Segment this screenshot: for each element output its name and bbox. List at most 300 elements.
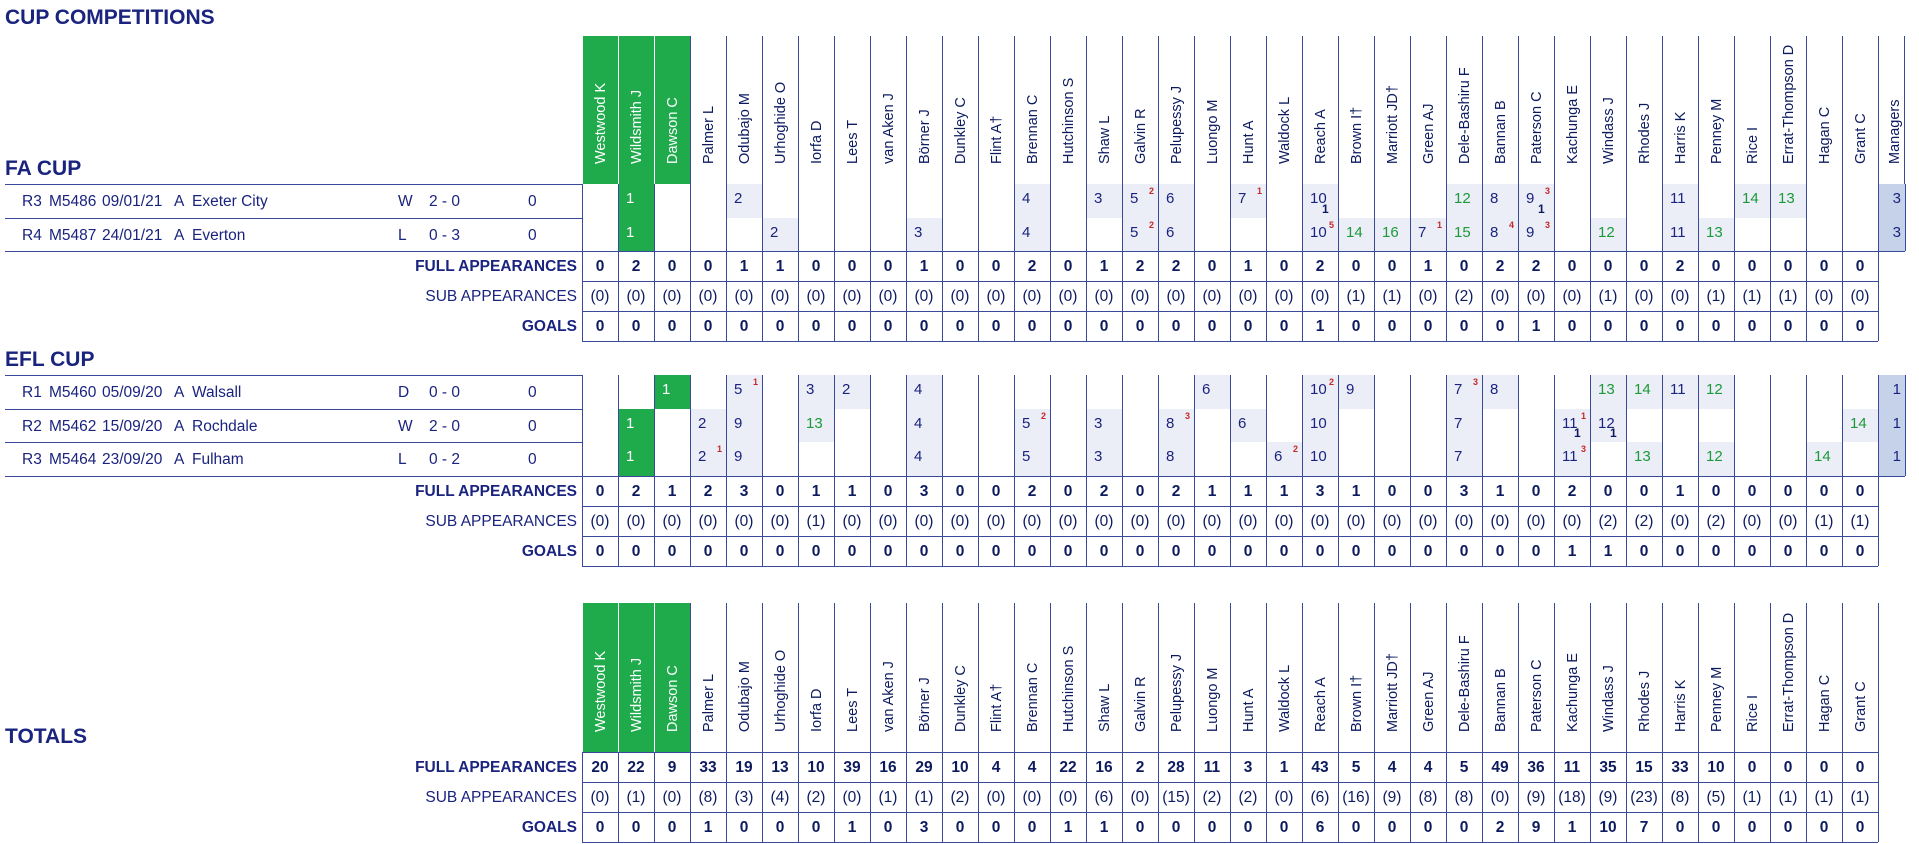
match-cell bbox=[1050, 375, 1086, 409]
grid-line bbox=[942, 409, 943, 443]
shirt-number: 14 bbox=[1814, 448, 1831, 465]
stat-value: 0 bbox=[1099, 542, 1109, 560]
stat-value: 1 bbox=[1351, 482, 1361, 500]
stat-value: 0 bbox=[1171, 318, 1181, 335]
match-cell bbox=[1842, 184, 1878, 218]
grid-line bbox=[942, 251, 943, 341]
match-cell bbox=[762, 442, 798, 476]
match-code: M5462 bbox=[49, 417, 97, 435]
stat-value: 1 bbox=[847, 819, 857, 836]
match-cell bbox=[834, 375, 870, 409]
match-opponent: Exeter City bbox=[192, 193, 268, 210]
stat-value: 1 bbox=[1279, 759, 1289, 776]
match-cell bbox=[1410, 184, 1446, 218]
grid-line bbox=[1518, 409, 1519, 443]
player-name: Green AJ bbox=[1420, 103, 1437, 164]
match-extra: 0 bbox=[528, 451, 537, 468]
stat-value: 0 bbox=[955, 482, 965, 500]
grid-line bbox=[1905, 218, 1906, 252]
grid-line bbox=[1734, 476, 1735, 566]
player-header bbox=[1302, 36, 1338, 184]
match-cell bbox=[1734, 409, 1770, 443]
stat-value: 0 bbox=[1819, 542, 1829, 560]
stat-value: 0 bbox=[1747, 819, 1757, 836]
grid-line bbox=[618, 218, 619, 252]
stat-value: 10 bbox=[807, 759, 825, 776]
match-cell bbox=[1194, 442, 1230, 476]
player-header bbox=[1266, 36, 1302, 184]
stat-value: 1 bbox=[1099, 258, 1109, 275]
grid-line bbox=[834, 442, 835, 476]
stat-value: (0) bbox=[986, 288, 1006, 305]
match-round: R4 bbox=[22, 226, 42, 244]
stat-value: 0 bbox=[667, 542, 677, 560]
stat-value: (0) bbox=[986, 789, 1006, 806]
grid-line bbox=[942, 184, 943, 218]
grid-line bbox=[1590, 184, 1591, 218]
stat-value: 0 bbox=[631, 819, 641, 836]
grid-line bbox=[1770, 752, 1771, 842]
player-name: Flint A† bbox=[988, 115, 1005, 164]
player-header bbox=[1806, 36, 1842, 184]
shirt-number: 3 bbox=[1094, 414, 1103, 432]
stat-value: 0 bbox=[1243, 542, 1253, 560]
grid-line bbox=[834, 375, 835, 409]
stat-value: (2) bbox=[950, 789, 970, 806]
grid-line bbox=[1878, 752, 1879, 842]
match-cell bbox=[1410, 375, 1446, 409]
stat-value: 3 bbox=[1459, 482, 1469, 500]
grid-line bbox=[1806, 752, 1807, 842]
grid-line bbox=[1482, 251, 1483, 341]
player-name: Grant C bbox=[1852, 681, 1869, 732]
match-cell bbox=[1050, 442, 1086, 476]
stat-value: 0 bbox=[1459, 819, 1469, 836]
player-header bbox=[1374, 603, 1410, 752]
manager-number: 3 bbox=[1892, 190, 1901, 207]
stat-value: (0) bbox=[1490, 789, 1510, 806]
match-cell bbox=[1302, 375, 1338, 409]
grid-line bbox=[906, 442, 907, 476]
stat-value: (0) bbox=[1454, 512, 1474, 530]
stat-value: (0) bbox=[734, 512, 754, 530]
player-name: van Aken J bbox=[880, 661, 897, 732]
player-header bbox=[978, 603, 1014, 752]
stat-value: 0 bbox=[667, 318, 677, 335]
shirt-number: 7 bbox=[1454, 448, 1463, 465]
stat-value: 0 bbox=[1675, 542, 1685, 560]
stat-value: 0 bbox=[1495, 318, 1505, 335]
grid-line bbox=[726, 442, 727, 476]
stat-value: (0) bbox=[1670, 288, 1690, 305]
stat-value: 0 bbox=[955, 819, 965, 836]
stat-value: (0) bbox=[1670, 512, 1690, 530]
goal-count: 1 bbox=[1574, 426, 1581, 440]
player-header bbox=[906, 36, 942, 184]
grid-line bbox=[1374, 752, 1375, 842]
grid-line bbox=[1230, 218, 1231, 252]
grid-line bbox=[1122, 375, 1123, 409]
manager-number: 3 bbox=[1892, 223, 1901, 241]
stat-value: (0) bbox=[806, 288, 826, 305]
player-header bbox=[1842, 603, 1878, 752]
stat-value: (6) bbox=[1094, 789, 1114, 806]
shirt-number: 9 bbox=[734, 414, 743, 432]
manager-number: 1 bbox=[1892, 414, 1901, 432]
player-header bbox=[1698, 36, 1734, 184]
grid-line bbox=[726, 476, 727, 566]
stat-value: 0 bbox=[1135, 542, 1145, 560]
grid-line bbox=[1626, 375, 1627, 409]
player-name: Hagan C bbox=[1816, 106, 1833, 164]
match-cell bbox=[1338, 442, 1374, 476]
player-header bbox=[1554, 603, 1590, 752]
player-name: Lees T bbox=[844, 687, 861, 732]
stat-value: 4 bbox=[1387, 759, 1397, 776]
stat-value: 0 bbox=[1603, 258, 1613, 275]
stat-value: (0) bbox=[1130, 288, 1150, 305]
stat-value: (2) bbox=[1634, 512, 1654, 530]
stat-value: (0) bbox=[1490, 288, 1510, 305]
stat-value: 6 bbox=[1315, 819, 1325, 836]
grid-line bbox=[798, 476, 799, 566]
stat-value: 0 bbox=[1747, 759, 1757, 776]
grid-line bbox=[1266, 251, 1267, 341]
player-header bbox=[1806, 603, 1842, 752]
sub-time-marker: 1 bbox=[1580, 410, 1586, 421]
player-header bbox=[582, 603, 618, 752]
match-cell bbox=[1194, 409, 1230, 443]
player-name: Iorfa D bbox=[808, 688, 825, 732]
grid-line bbox=[1482, 184, 1483, 218]
grid-line bbox=[834, 476, 835, 566]
stat-value: 0 bbox=[1243, 819, 1253, 836]
player-name: Hutchinson S bbox=[1060, 77, 1077, 164]
match-cell bbox=[1590, 184, 1626, 218]
player-name: Reach A bbox=[1312, 677, 1329, 732]
stat-value: (0) bbox=[842, 288, 862, 305]
manager-number: 1 bbox=[1892, 448, 1901, 465]
stat-value: 0 bbox=[1387, 819, 1397, 836]
stat-value: (0) bbox=[1130, 789, 1150, 806]
shirt-number: 6 bbox=[1274, 448, 1283, 465]
stat-value: (6) bbox=[1310, 789, 1330, 806]
match-cell bbox=[1338, 409, 1374, 443]
grid-line bbox=[870, 218, 871, 252]
stat-value: 0 bbox=[1783, 482, 1793, 500]
shirt-number: 9 bbox=[1346, 381, 1355, 398]
stat-value: 0 bbox=[1279, 819, 1289, 836]
grid-line bbox=[942, 375, 943, 409]
match-cell bbox=[1734, 375, 1770, 409]
grid-line bbox=[1905, 375, 1906, 409]
stat-value: 0 bbox=[667, 819, 677, 836]
stat-value: 0 bbox=[1387, 258, 1397, 275]
shirt-number: 5 bbox=[1022, 414, 1031, 432]
grid-line bbox=[1842, 184, 1843, 218]
grid-line bbox=[654, 409, 655, 443]
match-cell bbox=[1014, 409, 1050, 443]
match-cell bbox=[834, 442, 870, 476]
stat-value: 0 bbox=[1351, 542, 1361, 560]
match-cell bbox=[906, 442, 942, 476]
stat-value: (18) bbox=[1558, 789, 1586, 806]
grid-line bbox=[1050, 251, 1051, 341]
player-header bbox=[1266, 603, 1302, 752]
stat-value: 0 bbox=[1855, 819, 1865, 836]
match-cell bbox=[1086, 409, 1122, 443]
grid-line bbox=[1842, 442, 1843, 476]
stat-value: (0) bbox=[1526, 512, 1546, 530]
grid-line bbox=[1878, 184, 1879, 218]
grid-line bbox=[654, 476, 655, 566]
grid-line bbox=[978, 184, 979, 218]
grid-line bbox=[690, 251, 691, 341]
stat-value: 22 bbox=[1059, 759, 1077, 776]
player-header bbox=[870, 36, 906, 184]
stat-value: 5 bbox=[1351, 759, 1361, 776]
match-cell bbox=[1446, 184, 1482, 218]
grid-line bbox=[726, 409, 727, 443]
match-cell bbox=[690, 184, 726, 218]
player-name: Hunt A bbox=[1240, 120, 1257, 164]
player-name: Waldock L bbox=[1276, 96, 1293, 164]
match-cell bbox=[1122, 375, 1158, 409]
stat-value: 0 bbox=[739, 542, 749, 560]
grid-line bbox=[582, 375, 583, 409]
grid-line bbox=[1842, 409, 1843, 443]
grid-line bbox=[870, 375, 871, 409]
match-cell bbox=[978, 375, 1014, 409]
stat-value: (8) bbox=[1418, 789, 1438, 806]
match-cell bbox=[1842, 442, 1878, 476]
match-cell bbox=[1122, 218, 1158, 252]
grid-line bbox=[834, 752, 835, 842]
manager-number: 1 bbox=[1892, 381, 1901, 398]
player-header bbox=[690, 603, 726, 752]
grid-line bbox=[654, 184, 655, 218]
match-cell bbox=[1698, 409, 1734, 443]
stat-value: 0 bbox=[991, 819, 1001, 836]
stat-value: (0) bbox=[878, 512, 898, 530]
grid-line bbox=[1122, 409, 1123, 443]
grid-line bbox=[1266, 184, 1267, 218]
stat-value: (0) bbox=[1094, 512, 1114, 530]
stat-value: 1 bbox=[1243, 482, 1253, 500]
stat-value: 0 bbox=[1639, 318, 1649, 335]
grid-line bbox=[582, 812, 1878, 813]
match-cell bbox=[1554, 375, 1590, 409]
section-title: TOTALS bbox=[5, 725, 88, 748]
player-header bbox=[942, 36, 978, 184]
shirt-number: 11 bbox=[1562, 414, 1578, 432]
grid-line bbox=[834, 184, 835, 218]
match-cell bbox=[654, 184, 690, 218]
grid-line bbox=[582, 251, 1878, 252]
player-name: Dunkley C bbox=[952, 665, 969, 732]
grid-line bbox=[906, 251, 907, 341]
stat-value: 0 bbox=[1783, 819, 1793, 836]
match-cell bbox=[1842, 375, 1878, 409]
grid-line bbox=[1626, 184, 1627, 218]
match-cell bbox=[1734, 442, 1770, 476]
match-extra: 0 bbox=[528, 417, 537, 435]
stat-value: (0) bbox=[1274, 789, 1294, 806]
player-name: Errat-Thompson D bbox=[1780, 44, 1797, 164]
stat-value: 0 bbox=[1027, 819, 1037, 836]
grid-line bbox=[1806, 184, 1807, 218]
stat-value: 0 bbox=[1351, 819, 1361, 836]
grid-line bbox=[1230, 442, 1231, 476]
stat-value: (0) bbox=[1814, 288, 1834, 305]
grid-line bbox=[1194, 442, 1195, 476]
grid-line bbox=[798, 442, 799, 476]
grid-line bbox=[1230, 375, 1231, 409]
stat-value: 1 bbox=[1243, 258, 1253, 275]
match-cell bbox=[654, 375, 690, 409]
stat-value: 4 bbox=[991, 759, 1001, 776]
match-cell bbox=[726, 442, 762, 476]
stat-value: 10 bbox=[1707, 759, 1725, 776]
stat-value: (0) bbox=[1274, 512, 1294, 530]
stat-value: 2 bbox=[631, 258, 641, 275]
grid-line bbox=[870, 476, 871, 566]
grid-line bbox=[1482, 375, 1483, 409]
player-header bbox=[1482, 603, 1518, 752]
stat-value: 0 bbox=[883, 819, 893, 836]
grid-line bbox=[1122, 218, 1123, 252]
grid-line bbox=[978, 218, 979, 252]
stat-value: 0 bbox=[595, 542, 605, 560]
match-date: 23/09/20 bbox=[102, 451, 163, 468]
stat-value: 0 bbox=[1171, 542, 1181, 560]
grid-line bbox=[1734, 442, 1735, 476]
grid-line bbox=[834, 251, 835, 341]
shirt-number: 10 bbox=[1310, 190, 1327, 207]
grid-line bbox=[1554, 476, 1555, 566]
grid-line bbox=[1014, 375, 1015, 409]
match-cell bbox=[1806, 409, 1842, 443]
player-header bbox=[1662, 603, 1698, 752]
match-cell bbox=[1662, 184, 1698, 218]
player-name: Urhoghide O bbox=[772, 81, 789, 164]
stat-value: (0) bbox=[1022, 288, 1042, 305]
player-header bbox=[1770, 36, 1806, 184]
grid-line bbox=[1698, 184, 1699, 218]
shirt-number: 7 bbox=[1454, 381, 1463, 398]
stat-value: 0 bbox=[631, 318, 641, 335]
grid-line bbox=[1194, 476, 1195, 566]
match-cell bbox=[1014, 184, 1050, 218]
player-header bbox=[1734, 603, 1770, 752]
player-name: Galvin R bbox=[1132, 108, 1149, 164]
match-cell bbox=[1446, 375, 1482, 409]
stat-value: (0) bbox=[770, 288, 790, 305]
player-header bbox=[654, 603, 690, 752]
player-header bbox=[1014, 36, 1050, 184]
stat-value: 0 bbox=[1099, 318, 1109, 335]
grid-line bbox=[726, 375, 727, 409]
match-cell bbox=[1554, 409, 1590, 443]
match-cell bbox=[1374, 409, 1410, 443]
grid-line bbox=[1050, 409, 1051, 443]
match-cell bbox=[1662, 218, 1698, 252]
match-cell bbox=[870, 442, 906, 476]
grid-line bbox=[1086, 442, 1087, 476]
stat-value: 13 bbox=[771, 759, 789, 776]
stat-value: 0 bbox=[919, 318, 929, 335]
goal-count: 1 bbox=[1322, 201, 1329, 216]
grid-line bbox=[1302, 375, 1303, 409]
stat-value: 0 bbox=[1747, 258, 1757, 275]
grid-line bbox=[1590, 476, 1591, 566]
player-header bbox=[942, 603, 978, 752]
stat-value: (8) bbox=[698, 789, 718, 806]
grid-line bbox=[1518, 442, 1519, 476]
match-cell bbox=[1086, 184, 1122, 218]
player-name: Odubajo M bbox=[736, 93, 753, 164]
player-name: Brown I† bbox=[1348, 674, 1365, 732]
stat-value: 0 bbox=[1171, 819, 1181, 836]
grid-line bbox=[582, 251, 583, 341]
grid-line bbox=[1590, 442, 1591, 476]
stat-value: 0 bbox=[739, 318, 749, 335]
match-cell bbox=[1194, 375, 1230, 409]
grid-line bbox=[582, 506, 1878, 507]
stat-value: 1 bbox=[1315, 318, 1325, 335]
player-header bbox=[1590, 603, 1626, 752]
grid-line bbox=[1302, 442, 1303, 476]
grid-line bbox=[1338, 442, 1339, 476]
grid-line bbox=[1626, 218, 1627, 252]
player-header bbox=[618, 603, 654, 752]
match-cell bbox=[1014, 218, 1050, 252]
player-header bbox=[1590, 36, 1626, 184]
player-name: Wildsmith J bbox=[628, 657, 645, 732]
shirt-number: 12 bbox=[1598, 414, 1615, 432]
shirt-number: 10 bbox=[1310, 223, 1327, 241]
section-title: EFL CUP bbox=[5, 348, 95, 371]
player-header bbox=[1230, 603, 1266, 752]
player-name: Dawson C bbox=[664, 665, 681, 732]
grid-line bbox=[1302, 251, 1303, 341]
match-cell bbox=[762, 218, 798, 252]
grid-line bbox=[1374, 476, 1375, 566]
stat-value: (1) bbox=[914, 789, 934, 806]
match-cell bbox=[1302, 184, 1338, 218]
stat-value: 0 bbox=[703, 542, 713, 560]
grid-line bbox=[1446, 218, 1447, 252]
match-cell bbox=[1626, 375, 1662, 409]
stat-value: 0 bbox=[1063, 318, 1073, 335]
player-header bbox=[1302, 603, 1338, 752]
stat-value: (0) bbox=[914, 512, 934, 530]
stat-value: 0 bbox=[1063, 482, 1073, 500]
player-name: Rhodes J bbox=[1636, 102, 1653, 164]
match-cell bbox=[1230, 375, 1266, 409]
match-cell bbox=[1770, 375, 1806, 409]
match-cell bbox=[1518, 409, 1554, 443]
match-cell bbox=[690, 409, 726, 443]
grid-line bbox=[906, 409, 907, 443]
player-name: Penney M bbox=[1708, 98, 1725, 164]
shirt-number: 1 bbox=[626, 223, 635, 241]
grid-line bbox=[1905, 442, 1906, 476]
match-cell bbox=[726, 375, 762, 409]
grid-line bbox=[1338, 375, 1339, 409]
stat-value: 0 bbox=[775, 318, 785, 335]
shirt-number: 4 bbox=[914, 414, 923, 432]
